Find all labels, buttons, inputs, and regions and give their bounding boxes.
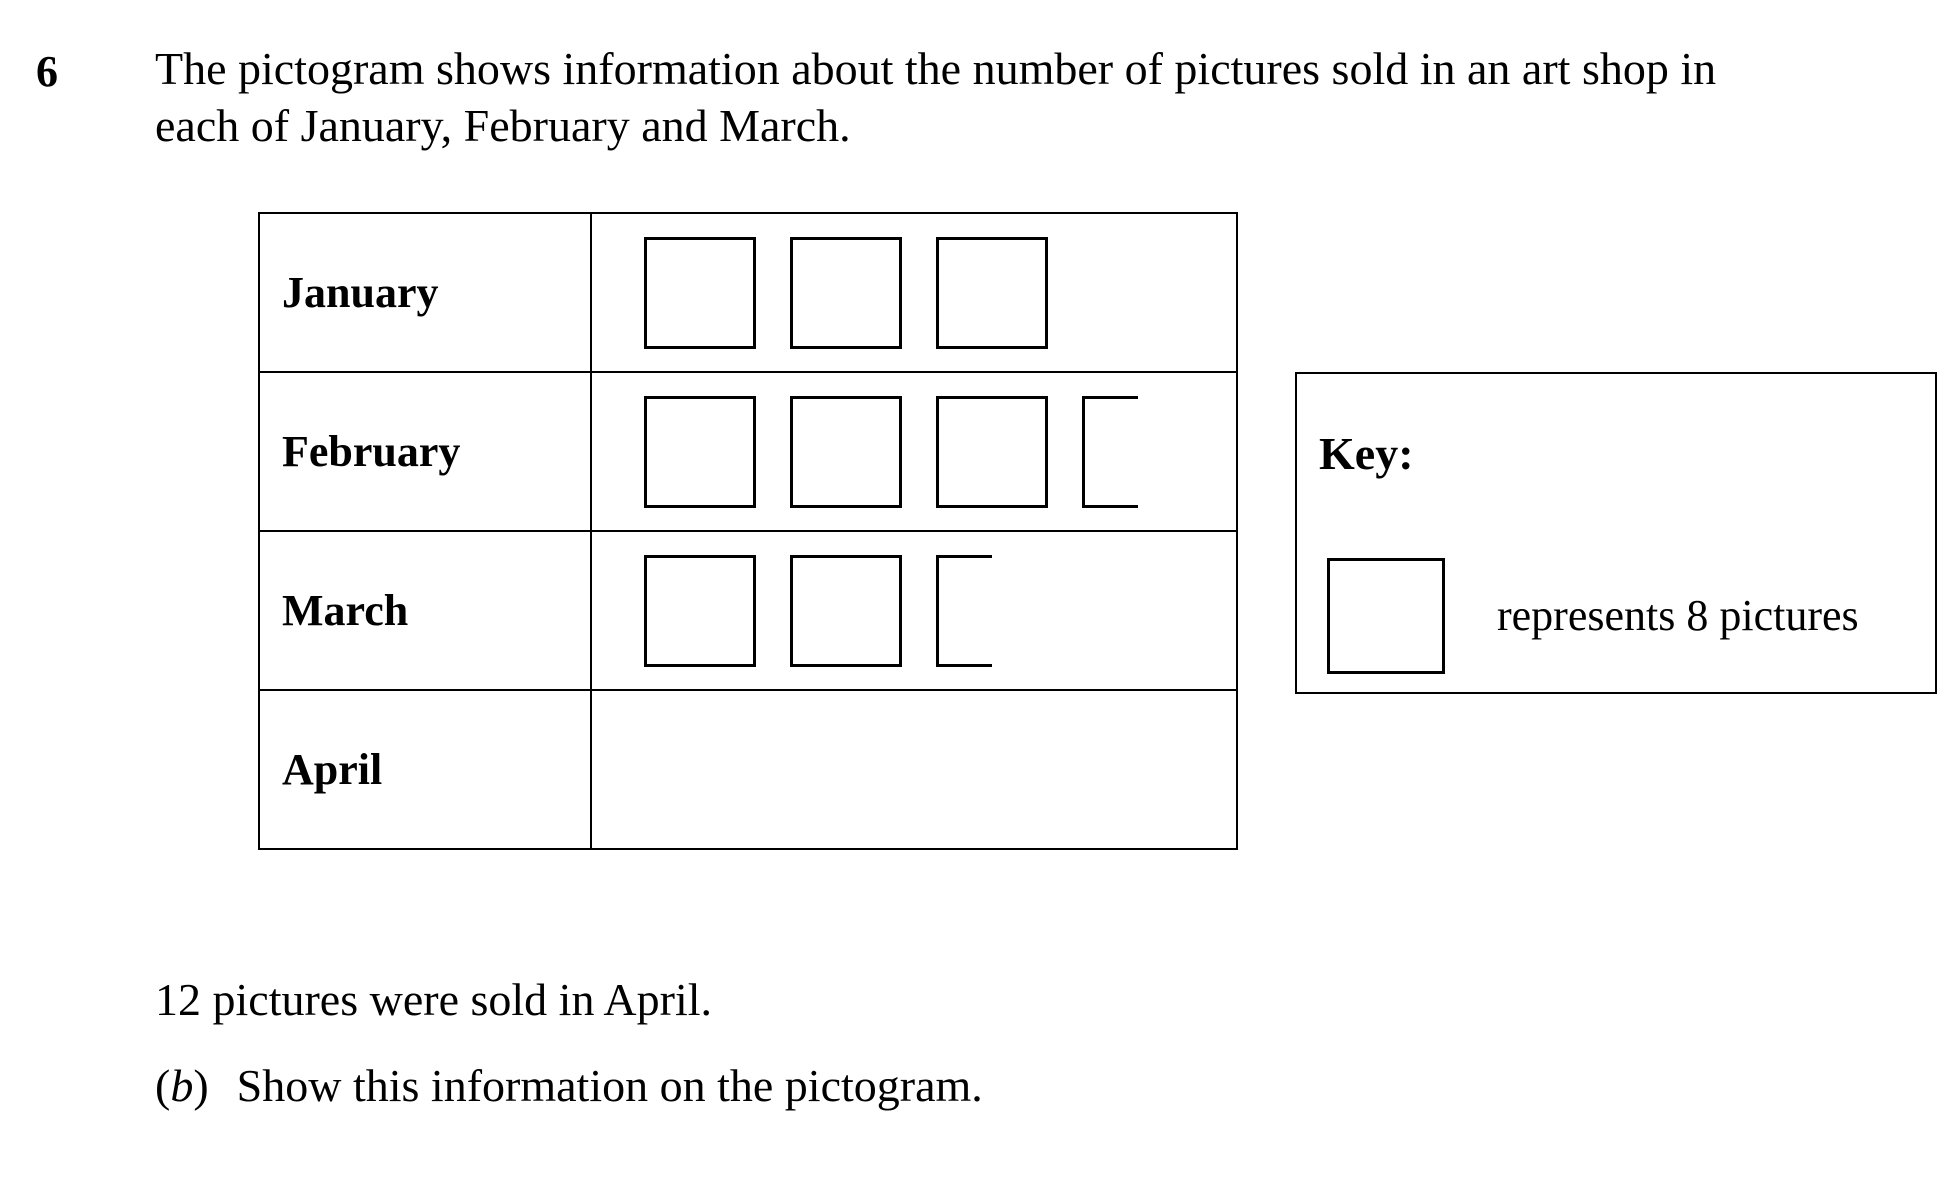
icon-row: [592, 532, 1236, 689]
icon-cell-january: [591, 213, 1237, 372]
pictogram-row-january: [259, 213, 1237, 372]
icon-row: [592, 691, 1236, 848]
icon-cell-march: [591, 531, 1237, 690]
square-icon: [936, 237, 1048, 349]
intro-line-1: The pictogram shows information about the number of pictures sold in an art shop in: [155, 43, 1717, 94]
month-label: April: [259, 690, 591, 849]
part-label-close: ): [193, 1060, 209, 1111]
month-label: February: [259, 372, 591, 531]
key-title: Key:: [1319, 428, 1414, 479]
part-label: [155, 1060, 209, 1111]
part-label-letter: b: [170, 1060, 194, 1111]
half-square-icon: [936, 555, 992, 667]
icon-cell-april-answer[interactable]: [591, 690, 1237, 849]
month-label: January: [259, 213, 591, 372]
part-label-open: (: [155, 1060, 171, 1111]
square-icon: [936, 396, 1048, 508]
intro-line-2: each of January, February and March.: [155, 100, 851, 151]
square-icon: [790, 555, 902, 667]
square-icon: [644, 237, 756, 349]
pictogram-row-april: [259, 690, 1237, 849]
icon-cell-february: [591, 372, 1237, 531]
pictogram-row-february: [259, 372, 1237, 531]
key-description: represents 8 pictures: [1497, 591, 1859, 640]
question-intro: [155, 40, 1915, 154]
pictogram-table: [258, 212, 1238, 850]
square-icon: [790, 396, 902, 508]
square-icon: [644, 396, 756, 508]
square-icon: [644, 555, 756, 667]
april-fact: 12 pictures were sold in April.: [155, 974, 713, 1025]
icon-row: [592, 373, 1236, 530]
part-b: [155, 1058, 983, 1114]
half-square-icon: [1082, 396, 1138, 508]
question-number: 6: [36, 47, 58, 96]
month-label: March: [259, 531, 591, 690]
pictogram-row-march: [259, 531, 1237, 690]
part-b-text: Show this information on the pictogram.: [236, 1060, 983, 1111]
square-icon: [790, 237, 902, 349]
icon-row: [592, 214, 1236, 371]
square-icon: [1327, 558, 1445, 674]
pictogram-key: [1295, 372, 1937, 694]
